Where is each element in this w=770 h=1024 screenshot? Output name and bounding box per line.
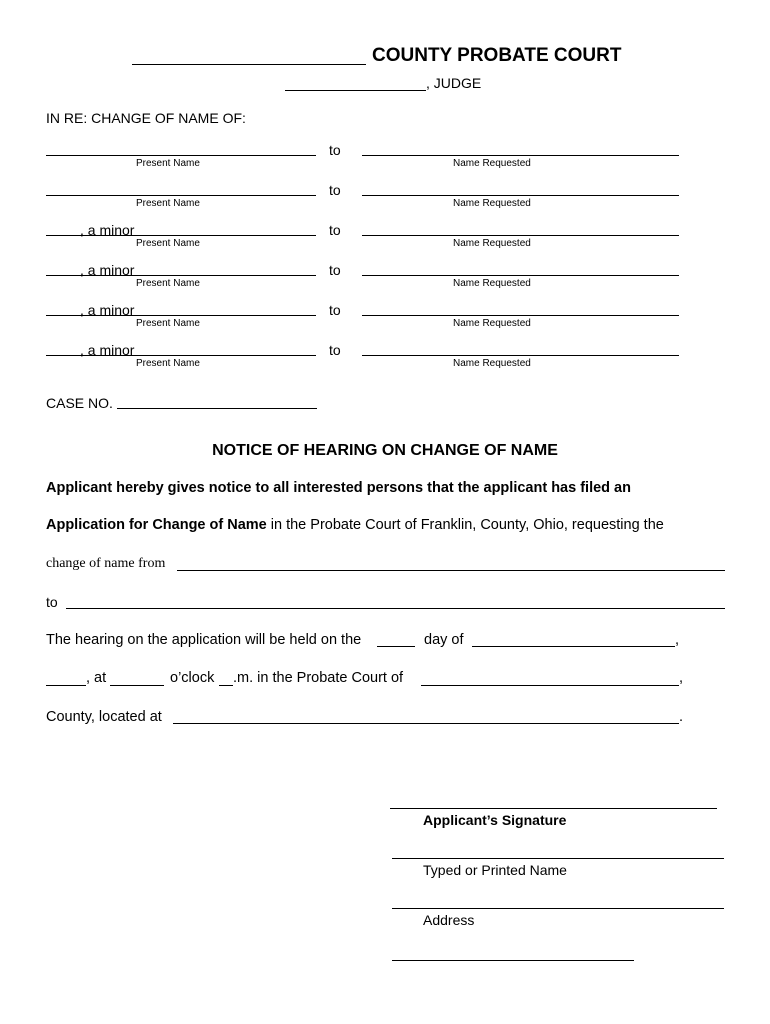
to-label: to (329, 342, 341, 358)
judge-label: , JUDGE (426, 75, 482, 91)
change-from-line[interactable] (177, 570, 725, 571)
county-name-line[interactable] (132, 64, 366, 65)
application-title: Application for Change of Name (46, 517, 267, 533)
change-to-label: to (46, 594, 58, 610)
county-located-text: County, located at (46, 709, 162, 725)
hearing-day-line[interactable] (377, 646, 415, 647)
address-label: Address (423, 912, 475, 928)
signature-line[interactable] (390, 808, 717, 809)
present-name-line[interactable] (46, 275, 316, 276)
present-name-line[interactable] (46, 195, 316, 196)
present-name-caption: Present Name (136, 318, 200, 329)
present-name-caption: Present Name (136, 198, 200, 209)
location-line[interactable] (173, 723, 679, 724)
hearing-held-text: The hearing on the application will be held on the (46, 632, 362, 648)
present-name-line[interactable] (46, 355, 316, 356)
present-name-caption: Present Name (136, 158, 200, 169)
requested-name-line[interactable] (362, 315, 679, 316)
notice-title: NOTICE OF HEARING ON CHANGE OF NAME (212, 442, 558, 459)
court-title: COUNTY PROBATE COURT (372, 45, 622, 66)
notice-line-2-rest: in the Probate Court of Franklin, County, Ohio, requesting the (266, 517, 664, 533)
judge-name-line[interactable] (285, 90, 426, 91)
to-label: to (329, 182, 341, 198)
address-line-2[interactable] (392, 960, 634, 961)
address-line[interactable] (392, 908, 724, 909)
hearing-hour-line[interactable] (110, 685, 164, 686)
present-name-line[interactable] (46, 155, 316, 156)
present-name-line[interactable] (46, 315, 316, 316)
hearing-month-line[interactable] (472, 646, 675, 647)
requested-name-caption: Name Requested (453, 238, 531, 249)
typed-name-label: Typed or Printed Name (423, 862, 567, 878)
am-pm-line[interactable] (219, 685, 233, 686)
day-of-text: day of (424, 632, 464, 648)
applicant-signature-label: Applicant’s Signature (423, 812, 567, 828)
to-label: to (329, 222, 341, 238)
requested-name-caption: Name Requested (453, 158, 531, 169)
change-to-line[interactable] (66, 608, 725, 609)
requested-name-line[interactable] (362, 235, 679, 236)
requested-name-line[interactable] (362, 275, 679, 276)
to-label: to (329, 262, 341, 278)
minor-prefix: , a minor (80, 302, 135, 318)
change-from-label: change of name from (46, 556, 166, 571)
to-label: to (329, 142, 341, 158)
at-text: , at (86, 670, 107, 686)
court-county-line[interactable] (421, 685, 679, 686)
present-name-caption: Present Name (136, 358, 200, 369)
comma-1: , (675, 632, 680, 648)
present-name-line[interactable] (46, 235, 316, 236)
requested-name-line[interactable] (362, 195, 679, 196)
to-label: to (329, 302, 341, 318)
case-no-label: CASE NO. (46, 395, 113, 411)
hearing-year-line[interactable] (46, 685, 86, 686)
minor-prefix: , a minor (80, 222, 135, 238)
requested-name-line[interactable] (362, 155, 679, 156)
typed-name-line[interactable] (392, 858, 724, 859)
period: . (679, 709, 684, 725)
requested-name-caption: Name Requested (453, 278, 531, 289)
requested-name-caption: Name Requested (453, 198, 531, 209)
comma-2: , (679, 670, 684, 686)
case-no-line[interactable] (117, 408, 317, 409)
present-name-caption: Present Name (136, 278, 200, 289)
requested-name-caption: Name Requested (453, 358, 531, 369)
minor-prefix: , a minor (80, 262, 135, 278)
minor-prefix: , a minor (80, 342, 135, 358)
present-name-caption: Present Name (136, 238, 200, 249)
oclock-text: o’clock (170, 670, 215, 686)
requested-name-line[interactable] (362, 355, 679, 356)
in-re-label: IN RE: CHANGE OF NAME OF: (46, 110, 246, 126)
requested-name-caption: Name Requested (453, 318, 531, 329)
notice-line-2 (46, 517, 664, 533)
notice-line-1: Applicant hereby gives notice to all interested persons that the applicant has filed an (46, 480, 631, 496)
probate-court-of-text: .m. in the Probate Court of (233, 670, 404, 686)
